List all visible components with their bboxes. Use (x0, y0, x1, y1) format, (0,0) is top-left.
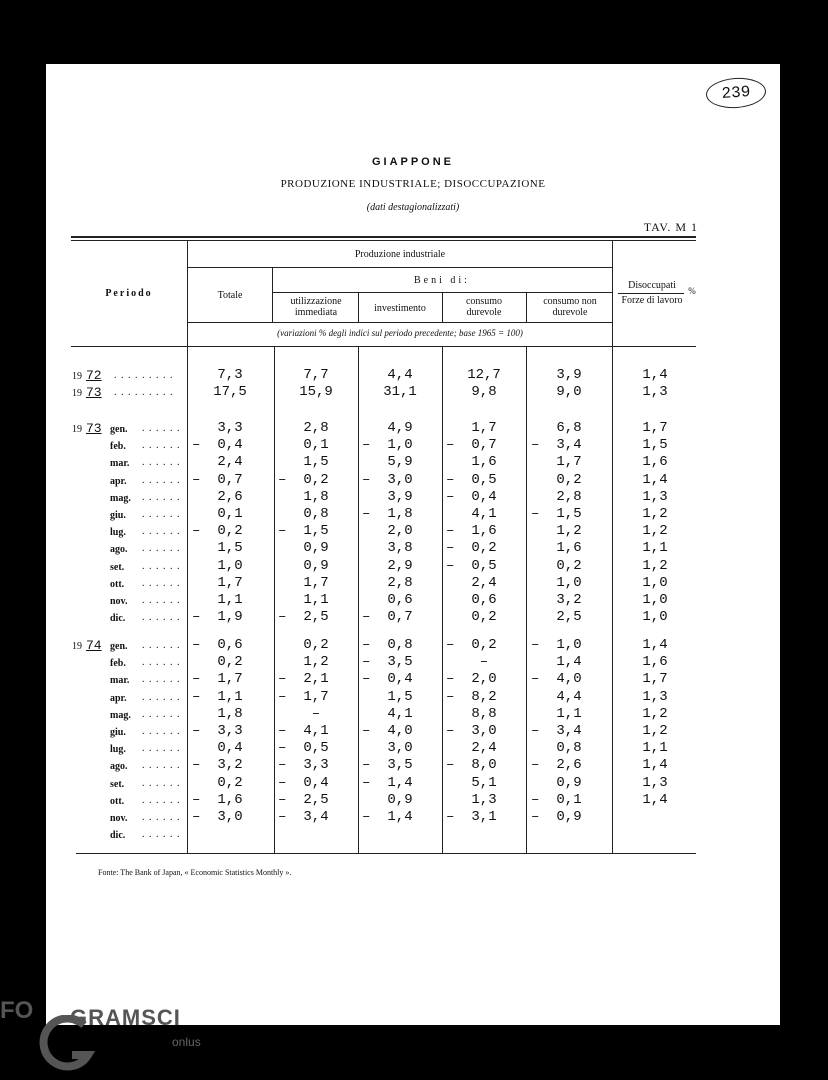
minus-sign: – (446, 557, 455, 574)
cell-value: 1,4 (387, 774, 413, 791)
cell-value: 0,2 (303, 471, 329, 488)
cell-value: 17,5 (213, 384, 247, 400)
minus-sign: – (362, 671, 371, 688)
row-year: 74 (86, 638, 102, 653)
cell-value: 0,2 (471, 540, 497, 557)
minus-sign: – (278, 757, 287, 774)
cell-value: 0,2 (471, 609, 497, 626)
cell-value: 1,1 (217, 688, 243, 705)
row-month: gen. (110, 641, 128, 652)
cell-value: 0,8 (387, 637, 413, 653)
cell-value: 1,2 (642, 523, 668, 540)
minus-sign: – (278, 723, 287, 739)
cell-value: 1,3 (642, 688, 668, 705)
cell-value: 3,8 (387, 540, 413, 557)
minus-sign: – (362, 809, 371, 825)
cell-value: 1,3 (642, 488, 668, 505)
row-year-prefix: 19 (72, 371, 82, 382)
cell-value: 0,4 (303, 774, 329, 791)
cell-value: 1,7 (471, 420, 497, 436)
cell-value: 1,1 (303, 592, 329, 608)
cell-value: 0,4 (217, 437, 243, 454)
cell-value: 1,2 (642, 506, 668, 522)
cell-value: 2,5 (303, 609, 329, 626)
cell-value: 0,5 (471, 471, 497, 488)
cell-value: 3,1 (471, 809, 497, 825)
cell-value: 0,6 (387, 592, 413, 608)
header-beni-di: Beni di: (414, 275, 470, 286)
minus-sign: – (362, 471, 371, 488)
cell-value: 3,9 (556, 367, 582, 383)
row-leader-dots: . . . . . . (142, 474, 181, 486)
cell-value: 9,0 (556, 384, 582, 400)
cell-value: 0,6 (217, 637, 243, 653)
table-bottom-rule (76, 853, 696, 854)
minus-sign: – (362, 654, 371, 671)
cell-value: 2,5 (556, 609, 582, 626)
row-year: 73 (86, 385, 102, 400)
col-divider-utilizzazione-body (358, 347, 359, 853)
cell-value: 0,8 (303, 506, 329, 522)
cell-value: 1,2 (642, 557, 668, 574)
header-percent: % (688, 286, 696, 296)
col-divider-durevole-body (526, 347, 527, 853)
row-year-prefix: 19 (72, 388, 82, 399)
minus-sign: – (446, 471, 455, 488)
cell-value: 2,4 (471, 574, 497, 591)
cell-value: 0,4 (387, 671, 413, 688)
cell-value: – (311, 705, 321, 722)
cell-value: 7,3 (217, 367, 243, 383)
minus-sign: – (531, 506, 540, 522)
row-month: mar. (110, 675, 130, 687)
cell-value: 3,4 (556, 437, 582, 454)
cell-value: 3,4 (303, 809, 329, 825)
cell-value: 1,7 (217, 671, 243, 688)
cell-value: 1,0 (387, 437, 413, 454)
cell-value: 8,0 (471, 757, 497, 774)
cell-value: 1,8 (387, 506, 413, 522)
cell-value: 0,2 (217, 774, 243, 791)
header-utilizzazione: utilizzazione immediata (290, 296, 342, 318)
minus-sign: – (278, 523, 287, 540)
cell-value: 1,3 (642, 384, 668, 400)
col-divider-disoccupati (612, 240, 613, 853)
header-totale: Totale (217, 290, 243, 301)
header-fraction-bar (618, 293, 684, 294)
row-leader-dots: . . . . . . (142, 708, 181, 720)
row-leader-dots: . . . . . . (142, 595, 181, 606)
cell-value: 0,7 (387, 609, 413, 626)
minus-sign: – (278, 740, 287, 757)
row-leader-dots: . . . . . . (142, 543, 181, 555)
minus-sign: – (192, 688, 201, 705)
cell-value: 1,7 (556, 454, 582, 471)
minus-sign: – (362, 637, 371, 653)
cell-value: 1,6 (217, 791, 243, 808)
header-consumo-non-durevole: consumo non durevole (543, 296, 597, 318)
row-leader-dots: . . . . . . (142, 691, 181, 703)
cell-value: 0,9 (387, 791, 413, 808)
cell-value: 6,8 (556, 420, 582, 436)
cell-value: 4,9 (387, 420, 413, 436)
logo-brand: GRAMSCI (70, 1005, 181, 1030)
row-year: 73 (86, 421, 102, 436)
cell-value: 2,4 (217, 454, 243, 471)
row-leader-dots: . . . . . . (142, 423, 181, 434)
cell-value: 0,2 (556, 557, 582, 574)
minus-sign: – (278, 809, 287, 825)
col-divider-totale-body (274, 347, 275, 853)
cell-value: 1,6 (471, 523, 497, 540)
cell-value: 4,4 (387, 367, 413, 383)
logo-subtitle: onlus (172, 1035, 201, 1049)
minus-sign: – (531, 791, 540, 808)
cell-value: 1,7 (217, 574, 243, 591)
minus-sign: – (278, 791, 287, 808)
document-note: (dati destagionalizzati) (366, 202, 460, 213)
minus-sign: – (531, 637, 540, 653)
cell-value: 0,9 (303, 540, 329, 557)
minus-sign: – (278, 774, 287, 791)
cell-value: 1,9 (217, 609, 243, 626)
row-month: dic. (110, 830, 126, 842)
row-leader-dots: . . . . . . (142, 674, 181, 686)
row-leader-dots: . . . . . . . . . (114, 387, 174, 398)
cell-value: 1,5 (303, 454, 329, 471)
cell-value: 31,1 (383, 384, 417, 400)
header-periodo: Periodo (105, 288, 153, 299)
cell-value: 1,1 (217, 592, 243, 608)
cell-value: 0,1 (556, 791, 582, 808)
cell-value: 0,8 (556, 740, 582, 757)
row-month: nov. (110, 596, 128, 607)
row-leader-dots: . . . . . . (142, 526, 181, 538)
row-leader-dots: . . . . . . (142, 794, 181, 806)
minus-sign: – (362, 506, 371, 522)
cell-value: 2,6 (217, 488, 243, 505)
minus-sign: – (362, 774, 371, 791)
cell-value: 3,0 (387, 740, 413, 757)
cell-value: 4,1 (387, 705, 413, 722)
header-investimento: investimento (374, 303, 426, 314)
row-leader-dots: . . . . . . (142, 812, 181, 823)
minus-sign: – (446, 437, 455, 454)
row-leader-dots: . . . . . . (142, 612, 181, 624)
cell-value: 0,9 (556, 774, 582, 791)
cell-value: 1,1 (556, 705, 582, 722)
cell-value: 1,1 (642, 540, 668, 557)
row-month: giu. (110, 727, 126, 738)
minus-sign: – (531, 437, 540, 454)
col-divider-investimento-body (442, 347, 443, 853)
minus-sign: – (531, 723, 540, 739)
cell-value: 1,4 (387, 809, 413, 825)
minus-sign: – (278, 671, 287, 688)
cell-value: 3,4 (556, 723, 582, 739)
minus-sign: – (531, 757, 540, 774)
minus-sign: – (446, 723, 455, 739)
cell-value: 0,5 (471, 557, 497, 574)
header-consumo-durevole: consumo durevole (465, 296, 503, 318)
cell-value: 3,3 (217, 420, 243, 436)
cell-value: 5,9 (387, 454, 413, 471)
header-produzione: Produzione industriale (354, 249, 446, 260)
minus-sign: – (362, 723, 371, 739)
row-month: ott. (110, 578, 125, 590)
cell-value: 1,4 (642, 757, 668, 774)
minus-sign: – (192, 523, 201, 540)
row-month: ago. (110, 761, 128, 773)
cell-value: 1,0 (642, 574, 668, 591)
cell-value: 1,5 (217, 540, 243, 557)
cell-value: 3,2 (556, 592, 582, 608)
cell-value: 2,5 (303, 791, 329, 808)
cell-value: 2,6 (556, 757, 582, 774)
cell-value: 1,5 (556, 506, 582, 522)
cell-value: 3,2 (217, 757, 243, 774)
cell-value: 1,3 (642, 774, 668, 791)
cell-value: 1,2 (303, 654, 329, 671)
col-divider-durevole (526, 293, 527, 323)
cell-value: 2,4 (471, 740, 497, 757)
cell-value: 3,5 (387, 757, 413, 774)
cell-value: – (479, 654, 489, 671)
document-page (46, 64, 780, 1025)
row-month: mag. (110, 709, 131, 721)
cell-value: 4,0 (387, 723, 413, 739)
cell-value: 12,7 (467, 367, 501, 383)
table-top-rule (71, 236, 696, 238)
cell-value: 4,1 (303, 723, 329, 739)
cell-value: 3,0 (471, 723, 497, 739)
document-subtitle: PRODUZIONE INDUSTRIALE; DISOCCUPAZIONE (280, 178, 546, 190)
minus-sign: – (192, 809, 201, 825)
minus-sign: – (192, 723, 201, 739)
cell-value: 1,5 (642, 437, 668, 454)
row-month: mar. (110, 458, 130, 470)
cell-value: 1,8 (303, 488, 329, 505)
minus-sign: – (192, 437, 201, 454)
minus-sign: – (192, 671, 201, 688)
row-leader-dots: . . . . . . (142, 560, 181, 572)
row-month: set. (110, 778, 125, 790)
row-leader-dots: . . . . . . (142, 657, 181, 669)
cell-value: 0,2 (303, 637, 329, 653)
row-leader-dots: . . . . . . (142, 760, 181, 772)
minus-sign: – (192, 757, 201, 774)
minus-sign: – (446, 637, 455, 653)
row-month: set. (110, 561, 125, 573)
cell-value: 1,5 (387, 688, 413, 705)
cell-value: 0,4 (217, 740, 243, 757)
cell-value: 0,4 (471, 488, 497, 505)
row-month: feb. (110, 441, 126, 453)
row-month: apr. (110, 692, 127, 704)
cell-value: 8,8 (471, 705, 497, 722)
source-note: Fonte: The Bank of Japan, « Economic Statistics Monthly ». (98, 868, 292, 877)
cell-value: 0,7 (471, 437, 497, 454)
row-leader-dots: . . . . . . (142, 491, 181, 503)
row-leader-dots: . . . . . . . . . (114, 370, 174, 381)
row-month: mag. (110, 492, 131, 504)
header-rule-3 (188, 322, 612, 323)
cell-value: 0,6 (471, 592, 497, 608)
cell-value: 0,2 (556, 471, 582, 488)
cell-value: 5,1 (471, 774, 497, 791)
minus-sign: – (446, 809, 455, 825)
row-leader-dots: . . . . . . (142, 577, 181, 589)
cell-value: 4,1 (471, 506, 497, 522)
row-leader-dots: . . . . . . (142, 509, 181, 520)
row-leader-dots: . . . . . . (142, 743, 181, 755)
cell-value: 0,1 (217, 506, 243, 522)
cell-value: 4,0 (556, 671, 582, 688)
cell-value: 3,3 (217, 723, 243, 739)
row-year-prefix: 19 (72, 641, 82, 652)
cell-value: 2,8 (387, 574, 413, 591)
minus-sign: – (446, 488, 455, 505)
minus-sign: – (278, 609, 287, 626)
row-month: ago. (110, 544, 128, 556)
row-month: lug. (110, 744, 126, 756)
cell-value: 3,3 (303, 757, 329, 774)
cell-value: 0,9 (303, 557, 329, 574)
cell-value: 9,8 (471, 384, 497, 400)
minus-sign: – (362, 437, 371, 454)
cell-value: 1,6 (642, 654, 668, 671)
cell-value: 1,5 (303, 523, 329, 540)
cell-value: 0,2 (217, 523, 243, 540)
cell-value: 2,1 (303, 671, 329, 688)
header-bottom-rule (71, 346, 696, 347)
cell-value: 1,7 (303, 574, 329, 591)
cell-value: 0,9 (556, 809, 582, 825)
col-divider-investimento (442, 293, 443, 323)
minus-sign: – (278, 688, 287, 705)
cell-value: 1,1 (642, 740, 668, 757)
cell-value: 1,4 (556, 654, 582, 671)
logo-g-icon (36, 1015, 96, 1075)
row-month: feb. (110, 658, 126, 670)
cell-value: 1,4 (642, 791, 668, 808)
cell-value: 1,0 (642, 609, 668, 626)
row-month: giu. (110, 510, 126, 521)
row-month: gen. (110, 424, 128, 435)
cell-value: 1,8 (217, 705, 243, 722)
cell-value: 1,4 (642, 367, 668, 383)
cell-value: 2,8 (556, 488, 582, 505)
cell-value: 1,7 (303, 688, 329, 705)
row-month: apr. (110, 475, 127, 487)
cell-value: 1,4 (642, 637, 668, 653)
header-rule-1 (188, 267, 612, 268)
cell-value: 1,0 (642, 592, 668, 608)
cell-value: 1,3 (471, 791, 497, 808)
cell-value: 0,2 (217, 654, 243, 671)
row-month: dic. (110, 613, 126, 625)
cell-value: 2,0 (471, 671, 497, 688)
row-leader-dots: . . . . . . (142, 640, 181, 651)
row-year: 72 (86, 368, 102, 383)
cell-value: 2,8 (303, 420, 329, 436)
cell-value: 0,2 (471, 637, 497, 653)
cell-value: 0,5 (303, 740, 329, 757)
cell-value: 8,2 (471, 688, 497, 705)
cell-value: 7,7 (303, 367, 329, 383)
watermark-logo (0, 985, 260, 1080)
minus-sign: – (362, 757, 371, 774)
cell-value: 1,6 (556, 540, 582, 557)
logo-text-left: FO (0, 997, 34, 1024)
minus-sign: – (192, 637, 201, 653)
cell-value: 1,7 (642, 671, 668, 688)
header-note: (variazioni % degli indici sul periodo precedente; base 1965 = 100) (277, 328, 523, 338)
cell-value: 4,4 (556, 688, 582, 705)
row-leader-dots: . . . . . . (142, 777, 181, 789)
cell-value: 15,9 (299, 384, 333, 400)
table-reference: TAV. M 1 (643, 220, 698, 234)
cell-value: 3,5 (387, 654, 413, 671)
minus-sign: – (362, 609, 371, 626)
cell-value: 1,0 (217, 557, 243, 574)
minus-sign: – (446, 540, 455, 557)
cell-value: 3,9 (387, 488, 413, 505)
cell-value: 0,7 (217, 471, 243, 488)
header-forze-lavoro: Forze di lavoro (621, 295, 683, 306)
minus-sign: – (446, 688, 455, 705)
page-number: 239 (705, 76, 767, 110)
cell-value: 2,0 (387, 523, 413, 540)
cell-value: 1,0 (556, 637, 582, 653)
row-leader-dots: . . . . . . (142, 726, 181, 737)
minus-sign: – (192, 609, 201, 626)
minus-sign: – (531, 809, 540, 825)
cell-value: 1,6 (471, 454, 497, 471)
cell-value: 1,6 (642, 454, 668, 471)
row-year-prefix: 19 (72, 424, 82, 435)
minus-sign: – (531, 671, 540, 688)
cell-value: 1,2 (556, 523, 582, 540)
document-title: GIAPPONE (371, 156, 455, 168)
table-top-rule-2 (71, 240, 696, 241)
minus-sign: – (446, 523, 455, 540)
minus-sign: – (192, 791, 201, 808)
minus-sign: – (278, 471, 287, 488)
cell-value: 3,0 (217, 809, 243, 825)
cell-value: 1,7 (642, 420, 668, 436)
cell-value: 0,1 (303, 437, 329, 454)
cell-value: 1,4 (642, 471, 668, 488)
minus-sign: – (446, 757, 455, 774)
header-disoccupati: Disoccupati (628, 280, 676, 291)
row-month: nov. (110, 813, 128, 824)
cell-value: 1,2 (642, 705, 668, 722)
cell-value: 2,9 (387, 557, 413, 574)
row-month: lug. (110, 527, 126, 539)
row-leader-dots: . . . . . . (142, 829, 181, 841)
cell-value: 1,2 (642, 723, 668, 739)
minus-sign: – (192, 471, 201, 488)
minus-sign: – (446, 671, 455, 688)
row-month: ott. (110, 795, 125, 807)
cell-value: 1,0 (556, 574, 582, 591)
row-leader-dots: . . . . . . (142, 457, 181, 469)
row-leader-dots: . . . . . . (142, 440, 181, 452)
cell-value: 3,0 (387, 471, 413, 488)
